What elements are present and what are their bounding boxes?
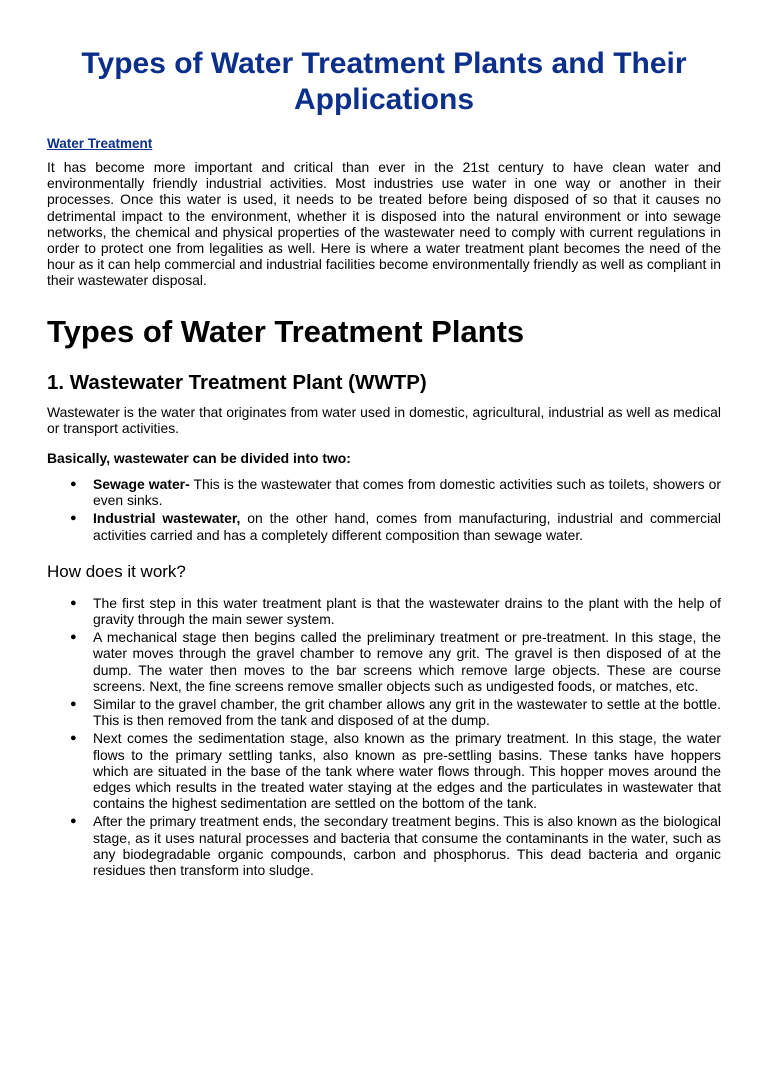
list-item	[70, 730, 721, 812]
list-item-text: on the other hand, comes from manufacturing, industrial and commercial activities carried and has a completely different composition than sewage water.	[93, 510, 721, 543]
wwtp-heading: 1. Wastewater Treatment Plant (WWTP)	[47, 370, 427, 394]
list-item-text: This is the wastewater that comes from domestic activities such as toilets, showers or even sinks.	[93, 476, 721, 509]
step-text: Next comes the sedimentation stage, also known as the primary treatment. In this stage, the water flows to the primary settling tanks, also known as pre-settling basins. These tanks have hoppers which are situated in the base of the tank where water flows through. This hopper moves around the edges which results in the treated water staying at the edges and the particulates in wastewater that contains the highest sedimentation are settled on the bottom of the tank.	[93, 730, 721, 812]
wwtp-paragraph: Wastewater is the water that originates from water used in domestic, agricultural, industrial as well as medical or transport activities.	[47, 403, 721, 436]
list-item	[70, 813, 721, 879]
bullet-icon: ●	[70, 478, 77, 491]
step-text: A mechanical stage then begins called the preliminary treatment or pre-treatment. In this stage, the water moves through the gravel chamber to remove any grit. The gravel is then disposed of at the dump. The water then moves to the bar screens which remove large objects. These are course screens. Next, the fine screens remove smaller objects such as undigested foods, or matches, etc.	[93, 629, 721, 694]
list-item	[70, 476, 721, 509]
document-title: Types of Water Treatment Plants and Their Applications	[81, 47, 687, 116]
list-item	[70, 510, 721, 543]
water-treatment-link[interactable]: Water Treatment	[47, 136, 153, 151]
step-text: Similar to the gravel chamber, the grit chamber allows any grit in the wastewater to settle at the bottle. This is then removed from the tank and disposed of at the dump.	[93, 696, 721, 729]
list-item	[70, 629, 721, 694]
divided-lead: Basically, wastewater can be divided into two:	[47, 450, 351, 467]
section-heading: Types of Water Treatment Plants	[47, 313, 525, 349]
steps-list	[47, 595, 721, 878]
intro-paragraph: It has become more important and critical than ever in the 21st century to have clean water and environmentally friendly industrial activities. Most industries use water in one way or another in their processes. Once this water is used, it needs to be treated before being disposed of so that it causes no detrimental impact to the environment, whether it is disposed into the natural environment or into sewage networks, the chemical and physical properties of the wastewater need to comply with current regulations in order to protect one from legalities as well. Here is where a water treatment plant becomes the need of the hour as it can help commercial and industrial facilities become environmentally friendly as well as compliant in their wastewater disposal.	[47, 159, 722, 289]
bullet-icon: ●	[70, 512, 77, 525]
document-page	[0, 46, 768, 1070]
bullet-icon: ●	[70, 698, 77, 711]
bullet-icon: ●	[70, 815, 77, 828]
bullet-icon: ●	[70, 631, 77, 644]
wastewater-types-list	[47, 476, 721, 543]
step-text: The first step in this water treatment plant is that the wastewater drains to the plant with the help of gravity through the main sewer system.	[93, 594, 721, 628]
bullet-icon: ●	[70, 732, 77, 745]
how-heading: How does it work?	[47, 561, 186, 581]
bullet-icon: ●	[70, 596, 77, 609]
list-item-bold: Sewage water-	[93, 476, 190, 493]
list-item-bold: Industrial wastewater,	[93, 510, 241, 527]
step-text: After the primary treatment ends, the secondary treatment begins. This is also known as the biological stage, as it uses natural processes and bacteria that consume the contaminants in the water, such as any biodegradable organic compounds, carbon and phosphorus. This dead bacteria and organic residues then transform into sludge.	[93, 813, 721, 879]
list-item	[70, 594, 721, 628]
list-item	[70, 696, 721, 729]
